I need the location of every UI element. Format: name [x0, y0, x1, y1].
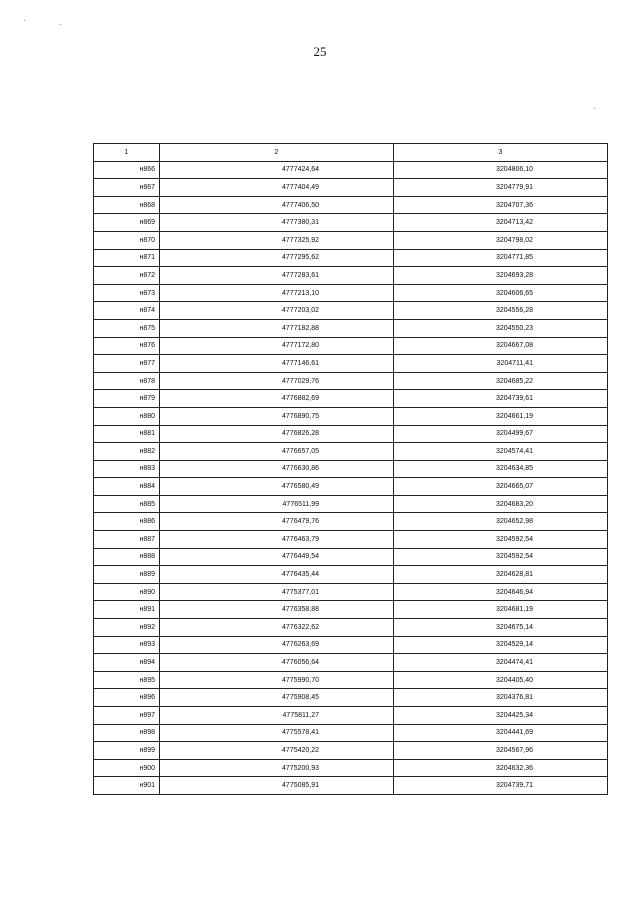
- coordinate-x-cell: 4777295,62: [160, 249, 394, 267]
- coordinate-y-cell: 3204713,42: [394, 214, 608, 232]
- coordinate-y-cell: 3204550,23: [394, 319, 608, 337]
- coordinate-y-cell: 3204661,19: [394, 407, 608, 425]
- coordinate-x-cell: 4776890,75: [160, 407, 394, 425]
- coordinate-y-cell: 3204441,69: [394, 724, 608, 742]
- coordinate-y-cell: 3204628,81: [394, 566, 608, 584]
- table-row: [94, 689, 608, 707]
- coordinate-y-cell: 3204405,40: [394, 671, 608, 689]
- table-row: [94, 707, 608, 725]
- table-row: [94, 179, 608, 197]
- table-row: [94, 671, 608, 689]
- table-row: [94, 196, 608, 214]
- coordinate-y-cell: 3204665,07: [394, 478, 608, 496]
- coordinate-x-cell: 4777380,31: [160, 214, 394, 232]
- table-row: [94, 443, 608, 461]
- coordinate-x-cell: 4776580,49: [160, 478, 394, 496]
- table-row: [94, 759, 608, 777]
- table-row: [94, 619, 608, 637]
- table-row: [94, 724, 608, 742]
- point-id-cell: н881: [94, 425, 160, 443]
- column-header-2: 2: [160, 144, 394, 162]
- coordinate-y-cell: 3204739,61: [394, 390, 608, 408]
- coordinate-y-cell: 3204685,22: [394, 372, 608, 390]
- coordinate-y-cell: 3204567,96: [394, 742, 608, 760]
- point-id-cell: н889: [94, 566, 160, 584]
- point-id-cell: н896: [94, 689, 160, 707]
- coordinate-x-cell: 4775578,41: [160, 724, 394, 742]
- coordinate-x-cell: 4776882,69: [160, 390, 394, 408]
- point-id-cell: н877: [94, 355, 160, 373]
- coordinate-x-cell: 4776463,79: [160, 531, 394, 549]
- coordinate-y-cell: 3204667,08: [394, 337, 608, 355]
- coordinate-y-cell: 3204711,41: [394, 355, 608, 373]
- table-row: [94, 478, 608, 496]
- coordinate-x-cell: 4776826,28: [160, 425, 394, 443]
- coordinate-y-cell: 3204592,54: [394, 531, 608, 549]
- point-id-cell: н880: [94, 407, 160, 425]
- table-row: [94, 654, 608, 672]
- table-row: [94, 390, 608, 408]
- point-id-cell: н874: [94, 302, 160, 320]
- coordinate-x-cell: 4775990,70: [160, 671, 394, 689]
- table-row: [94, 319, 608, 337]
- table-row: [94, 636, 608, 654]
- point-id-cell: н895: [94, 671, 160, 689]
- table-row: [94, 231, 608, 249]
- coordinate-y-cell: 3204683,20: [394, 495, 608, 513]
- table-row: [94, 407, 608, 425]
- coordinate-x-cell: 4776479,76: [160, 513, 394, 531]
- point-id-cell: н901: [94, 777, 160, 795]
- coordinate-y-cell: 3204681,19: [394, 601, 608, 619]
- table-row: [94, 284, 608, 302]
- coordinate-x-cell: 4775908,45: [160, 689, 394, 707]
- point-id-cell: н870: [94, 231, 160, 249]
- coordinate-y-cell: 3204634,85: [394, 460, 608, 478]
- table-row: [94, 425, 608, 443]
- coordinate-x-cell: 4775200,93: [160, 759, 394, 777]
- column-header-3: 3: [394, 144, 608, 162]
- point-id-cell: н898: [94, 724, 160, 742]
- coordinate-x-cell: 4777325,92: [160, 231, 394, 249]
- coordinate-x-cell: 4777203,02: [160, 302, 394, 320]
- coordinate-y-cell: 3204693,28: [394, 267, 608, 285]
- point-id-cell: н869: [94, 214, 160, 232]
- table-header-row: [94, 144, 608, 162]
- page-number: 25: [313, 44, 327, 59]
- table-row: [94, 495, 608, 513]
- coordinate-y-cell: 3204499,67: [394, 425, 608, 443]
- coordinate-x-cell: 4777146,61: [160, 355, 394, 373]
- point-id-cell: н878: [94, 372, 160, 390]
- point-id-cell: н899: [94, 742, 160, 760]
- coordinate-x-cell: 4776511,99: [160, 495, 394, 513]
- column-header-1: 1: [94, 144, 160, 162]
- point-id-cell: н887: [94, 531, 160, 549]
- scan-speck: [594, 108, 595, 109]
- table-row: [94, 355, 608, 373]
- coordinate-x-cell: 4777029,76: [160, 372, 394, 390]
- point-id-cell: н872: [94, 267, 160, 285]
- coordinate-x-cell: 4777404,49: [160, 179, 394, 197]
- point-id-cell: н897: [94, 707, 160, 725]
- coordinate-x-cell: 4777172,80: [160, 337, 394, 355]
- table-row: [94, 583, 608, 601]
- point-id-cell: н892: [94, 619, 160, 637]
- scan-speck: [24, 20, 25, 21]
- point-id-cell: н888: [94, 548, 160, 566]
- table-row: [94, 777, 608, 795]
- coordinate-y-cell: 3204632,36: [394, 759, 608, 777]
- point-id-cell: н867: [94, 179, 160, 197]
- coordinate-y-cell: 3204675,14: [394, 619, 608, 637]
- coordinate-y-cell: 3204376,81: [394, 689, 608, 707]
- coordinate-x-cell: 4776056,64: [160, 654, 394, 672]
- table-row: [94, 302, 608, 320]
- coordinate-y-cell: 3204806,10: [394, 161, 608, 179]
- point-id-cell: н893: [94, 636, 160, 654]
- coordinate-x-cell: 4776657,05: [160, 443, 394, 461]
- coordinate-y-cell: 3204556,28: [394, 302, 608, 320]
- coordinate-y-cell: 3204425,34: [394, 707, 608, 725]
- point-id-cell: н868: [94, 196, 160, 214]
- table-row: [94, 460, 608, 478]
- table-row: [94, 742, 608, 760]
- point-id-cell: н871: [94, 249, 160, 267]
- table-body: [94, 161, 608, 794]
- table-row: [94, 601, 608, 619]
- point-id-cell: н884: [94, 478, 160, 496]
- point-id-cell: н891: [94, 601, 160, 619]
- table-row: [94, 267, 608, 285]
- point-id-cell: н883: [94, 460, 160, 478]
- coordinate-y-cell: 3204646,94: [394, 583, 608, 601]
- point-id-cell: н882: [94, 443, 160, 461]
- table-row: [94, 548, 608, 566]
- coordinate-x-cell: 4776449,54: [160, 548, 394, 566]
- point-id-cell: н866: [94, 161, 160, 179]
- point-id-cell: н890: [94, 583, 160, 601]
- coordinate-x-cell: 4775377,01: [160, 583, 394, 601]
- table-row: [94, 214, 608, 232]
- table-row: [94, 531, 608, 549]
- table-row: [94, 566, 608, 584]
- table-row: [94, 337, 608, 355]
- point-id-cell: н873: [94, 284, 160, 302]
- coordinate-x-cell: 4777406,50: [160, 196, 394, 214]
- coordinate-y-cell: 3204529,14: [394, 636, 608, 654]
- scan-speck: [60, 24, 61, 25]
- coordinate-x-cell: 4777182,88: [160, 319, 394, 337]
- coordinate-y-cell: 3204771,85: [394, 249, 608, 267]
- coordinate-y-cell: 3204474,41: [394, 654, 608, 672]
- coordinate-x-cell: 4775085,91: [160, 777, 394, 795]
- coordinate-y-cell: 3204798,02: [394, 231, 608, 249]
- table-row: [94, 249, 608, 267]
- point-id-cell: н894: [94, 654, 160, 672]
- point-id-cell: н885: [94, 495, 160, 513]
- coordinate-y-cell: 3204574,41: [394, 443, 608, 461]
- table-row: [94, 513, 608, 531]
- point-id-cell: н900: [94, 759, 160, 777]
- coordinate-x-cell: 4775811,27: [160, 707, 394, 725]
- coordinate-x-cell: 4777283,61: [160, 267, 394, 285]
- point-id-cell: н875: [94, 319, 160, 337]
- coordinates-table: [93, 143, 608, 795]
- coordinate-x-cell: 4776263,69: [160, 636, 394, 654]
- coordinate-y-cell: 3204739,71: [394, 777, 608, 795]
- coordinate-y-cell: 3204652,98: [394, 513, 608, 531]
- coordinate-y-cell: 3204707,36: [394, 196, 608, 214]
- point-id-cell: н879: [94, 390, 160, 408]
- coordinate-x-cell: 4777424,64: [160, 161, 394, 179]
- table-row: [94, 372, 608, 390]
- table-row: [94, 161, 608, 179]
- coordinate-x-cell: 4776630,86: [160, 460, 394, 478]
- coordinate-x-cell: 4775420,22: [160, 742, 394, 760]
- coordinate-y-cell: 3204779,91: [394, 179, 608, 197]
- coordinate-x-cell: 4776358,88: [160, 601, 394, 619]
- point-id-cell: н886: [94, 513, 160, 531]
- coordinate-x-cell: 4777213,10: [160, 284, 394, 302]
- coordinate-x-cell: 4776435,44: [160, 566, 394, 584]
- coordinate-y-cell: 3204606,65: [394, 284, 608, 302]
- point-id-cell: н876: [94, 337, 160, 355]
- coordinate-x-cell: 4776322,62: [160, 619, 394, 637]
- coordinate-y-cell: 3204592,54: [394, 548, 608, 566]
